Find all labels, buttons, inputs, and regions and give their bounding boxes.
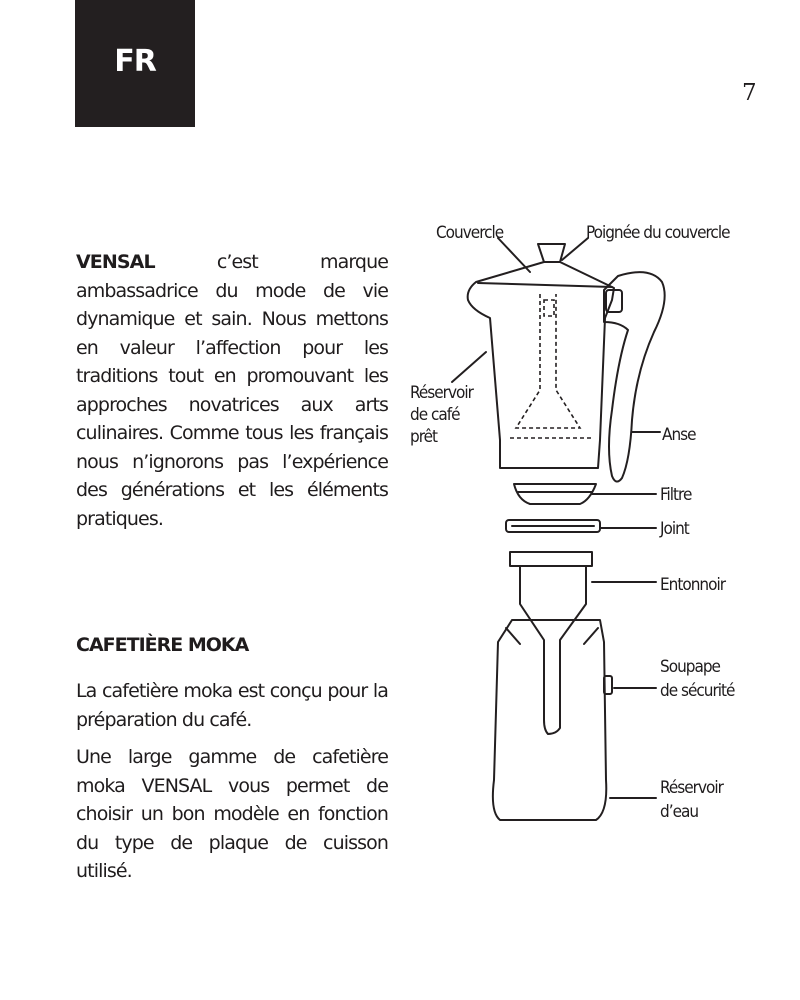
language-tab (75, 0, 195, 127)
filter (514, 484, 596, 504)
label-water-tank-1: Réservoir (660, 778, 723, 798)
brand-name: VENSAL (76, 251, 155, 273)
moka-paragraph-2: Une large gamme de cafetière moka VENSAL vous permet de choisir un bon modèle en fonction du type de plaque de cuisson utilisé. (76, 746, 388, 882)
label-coffee-tank-3: prêt (410, 427, 438, 447)
label-coffee-tank-2: de café (410, 405, 460, 425)
lid-knob (538, 244, 565, 262)
label-valve-2: de sécurité (660, 681, 735, 701)
label-lid-handle: Poignée du couvercle (586, 223, 730, 243)
moka-paragraph-1: La cafetière moka est conçu pour la préparation du café. (76, 680, 388, 731)
funnel (510, 552, 592, 734)
label-funnel: Entonnoir (660, 575, 725, 595)
label-water-tank-2: d’eau (660, 802, 699, 822)
handle (604, 272, 665, 481)
label-handle: Anse (662, 425, 696, 445)
label-valve-1: Soupape (660, 657, 720, 677)
label-filter: Filtre (660, 485, 692, 505)
section-title: CAFETIÈRE MOKA (76, 634, 249, 656)
water-chamber (493, 620, 606, 820)
label-gasket: Joint (660, 519, 689, 539)
language-label: FR (114, 44, 156, 79)
intro-paragraph (76, 248, 388, 533)
upper-chamber (468, 262, 614, 468)
intro-text: c’est marque ambassadrice du mode de vie dynamique et sain. Nous mettons en valeur l’affection pour les traditions tout en promouvant les approches novatrices aux arts culinaires. Comme tous les français nous n’ignorons pas l’expérience des générations et les éléments pratiques. (76, 251, 388, 530)
page-number: 7 (742, 80, 757, 106)
label-coffee-tank-1: Réservoir (410, 383, 473, 403)
label-lid: Couvercle (436, 223, 504, 243)
moka-pot-diagram (400, 200, 740, 840)
